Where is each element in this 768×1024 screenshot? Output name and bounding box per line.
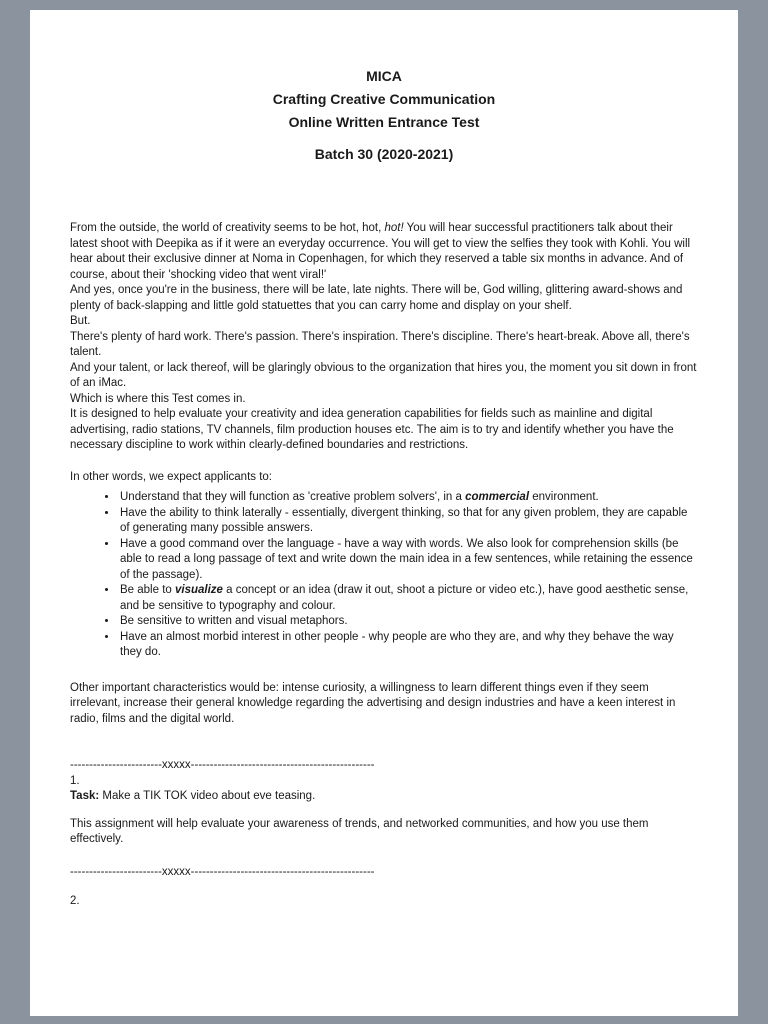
list-item	[118, 506, 698, 537]
paragraph-intro-3: But.	[70, 315, 91, 327]
list-item	[118, 583, 698, 614]
title-batch: Batch 30 (2020-2021)	[314, 146, 454, 162]
text-run-bold-italic: commercial	[465, 491, 530, 503]
text-run: Understand that they will function as 'creative problem solvers', in a	[120, 491, 466, 503]
document-page	[30, 10, 738, 1016]
text-run: Have an almost morbid interest in other people - why people are who they are, and why they behave the way they do.	[120, 630, 674, 658]
task-label: Task:	[70, 790, 100, 802]
text-run: Have a good command over the language - have a way with words. We also look for comprehension skills (be able to read a long passage of text and write down the main idea in a few sentences, while retaining the essence of the passage).	[120, 537, 693, 581]
list-item	[118, 537, 698, 584]
text-run: Be sensitive to written and visual metaphors.	[120, 615, 348, 627]
task-1-line	[70, 789, 698, 805]
text-run: a concept or an idea (draw it out, shoot a picture or video etc.), have good aesthetic sense, and be sensitive to typography and colour.	[120, 584, 689, 612]
document-header	[70, 65, 698, 166]
expectations-lead: In other words, we expect applicants to:	[70, 470, 272, 483]
text-run: You will hear successful practitioners talk about their latest shoot with Deepika as if it were an everyday occurrence. You will get to view the selfies they took with Kohli. You will hear about their exclusive dinner at Noma in Copenhagen, for which they reserved a table six months in advance. And of course, about their 'shocking video that went viral!'	[70, 222, 691, 281]
text-run: From the outside, the world of creativity seems to be hot, hot,	[70, 222, 385, 234]
section-divider: ------------------------xxxxx------------------------------------------------	[70, 865, 375, 878]
paragraph-intro-7: It is designed to help evaluate your creativity and idea generation capabilities for fields such as mainline and digital advertising, radio stations, TV channels, film production houses etc. The aim is to try and identify whether you have the necessary discipline to work within clearly-defined boundaries and restrictions.	[70, 408, 674, 451]
question-number-1: 1.	[70, 774, 80, 787]
title-test-name: Online Written Entrance Test	[288, 114, 480, 130]
title-course: Crafting Creative Communication	[272, 91, 496, 107]
paragraph-intro-1	[70, 221, 698, 283]
text-run: Make a TIK TOK video about eve teasing.	[99, 790, 316, 802]
text-run: Have the ability to think laterally - essentially, divergent thinking, so that for any given problem, they are capable of generating many possible answers.	[120, 506, 688, 534]
text-run-bold-italic: visualize	[174, 584, 223, 596]
task-1-note: This assignment will help evaluate your awareness of trends, and networked communities, and how you use them effectively.	[70, 817, 649, 845]
title-organization: MICA	[366, 68, 402, 84]
paragraph-intro-4: There's plenty of hard work. There's passion. There's inspiration. There's discipline. There's heart-break. Above all, there's talent.	[70, 330, 690, 358]
question-number-2: 2.	[70, 895, 80, 907]
text-run: Be able to	[120, 584, 175, 596]
text-run: environment.	[529, 491, 599, 503]
expectations-list	[70, 490, 698, 661]
paragraph-intro-2: And yes, once you're in the business, there will be late, late nights. There will be, God willing, glittering award-shows and plenty of back-slapping and little gold statuettes that you can carry home and display on your shelf.	[70, 284, 683, 312]
paragraph-intro-6: Which is where this Test comes in.	[70, 392, 246, 405]
section-divider: ------------------------xxxxx------------------------------------------------	[70, 759, 375, 771]
paragraph-intro-5: And your talent, or lack thereof, will be glaringly obvious to the organization that hires you, the moment you sit down in front of an iMac.	[70, 361, 697, 389]
paragraph-closing: Other important characteristics would be: intense curiosity, a willingness to learn different things even if they seem irrelevant, increase their general knowledge regarding the advertising and design industries and have a keen interest in radio, films and the digital world.	[70, 681, 676, 725]
document-body	[70, 221, 698, 910]
text-run-italic: hot!	[384, 222, 404, 234]
list-item	[118, 630, 698, 661]
list-item	[118, 614, 698, 630]
list-item	[118, 490, 698, 506]
